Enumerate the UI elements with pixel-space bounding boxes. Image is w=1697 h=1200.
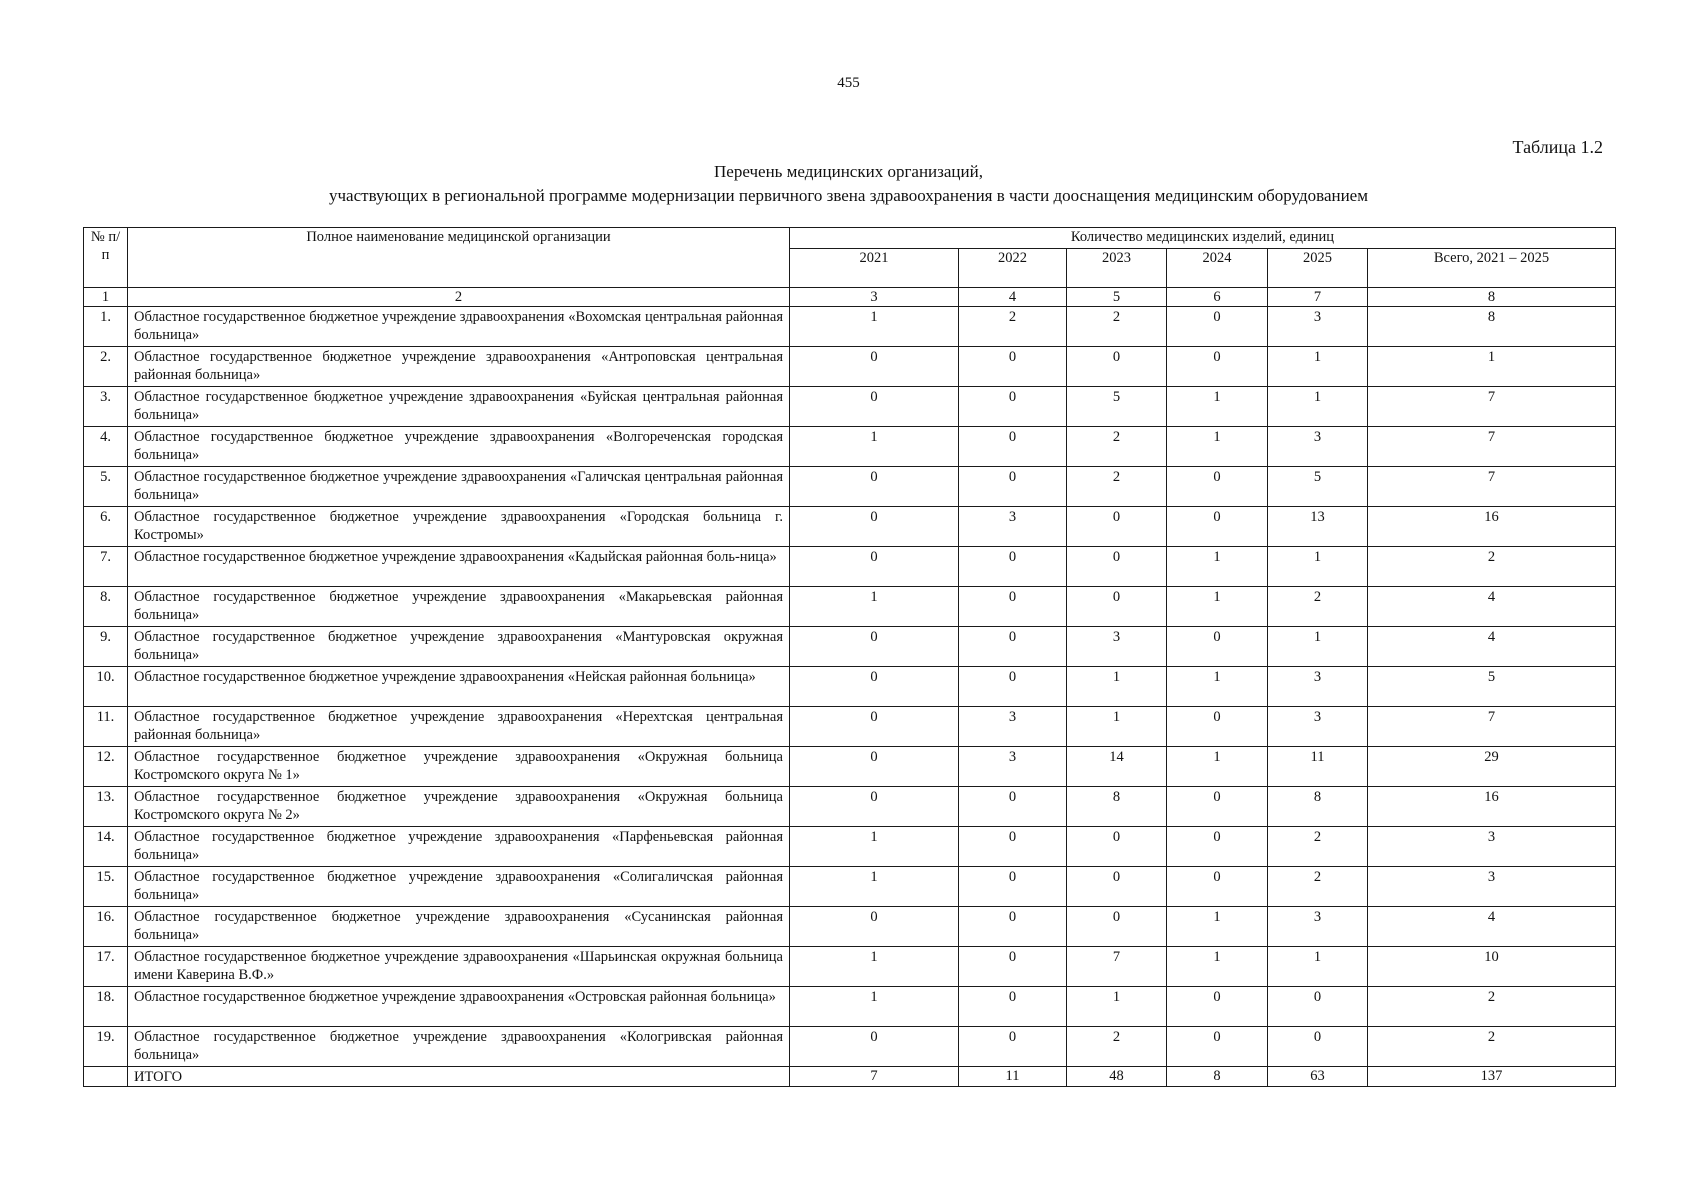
row-number: 12. bbox=[84, 747, 128, 787]
row-total-value: 4 bbox=[1368, 907, 1616, 947]
organization-name: Областное государственное бюджетное учреждение здравоохранения «Окружная больница Костромского округа № 2» bbox=[128, 787, 790, 827]
year-value: 1 bbox=[790, 827, 959, 867]
year-value: 0 bbox=[790, 707, 959, 747]
column-index: 5 bbox=[1067, 288, 1167, 307]
year-value: 11 bbox=[1268, 747, 1368, 787]
year-value: 1 bbox=[1167, 427, 1268, 467]
year-value: 1 bbox=[1167, 667, 1268, 707]
row-total-value: 16 bbox=[1368, 787, 1616, 827]
year-value: 5 bbox=[1268, 467, 1368, 507]
year-value: 3 bbox=[959, 707, 1067, 747]
row-total-value: 7 bbox=[1368, 387, 1616, 427]
row-total-value: 2 bbox=[1368, 987, 1616, 1027]
table-row bbox=[84, 787, 1616, 827]
row-total-value: 4 bbox=[1368, 587, 1616, 627]
year-value: 0 bbox=[1067, 547, 1167, 587]
year-value: 3 bbox=[959, 507, 1067, 547]
year-value: 0 bbox=[790, 387, 959, 427]
total-value: 7 bbox=[790, 1067, 959, 1087]
year-value: 0 bbox=[959, 667, 1067, 707]
title-line-2: участвующих в региональной программе модернизации первичного звена здравоохранения в части дооснащения медицинским оборудованием bbox=[329, 186, 1368, 205]
year-value: 3 bbox=[1268, 307, 1368, 347]
column-index-row bbox=[84, 288, 1616, 307]
column-index: 4 bbox=[959, 288, 1067, 307]
year-value: 5 bbox=[1067, 387, 1167, 427]
year-value: 0 bbox=[790, 547, 959, 587]
table-row bbox=[84, 627, 1616, 667]
year-value: 0 bbox=[1167, 707, 1268, 747]
year-value: 0 bbox=[1268, 987, 1368, 1027]
row-number: 10. bbox=[84, 667, 128, 707]
row-total-value: 2 bbox=[1368, 547, 1616, 587]
total-value: 11 bbox=[959, 1067, 1067, 1087]
header-year-2023: 2023 bbox=[1067, 249, 1167, 288]
column-index: 3 bbox=[790, 288, 959, 307]
organization-name: Областное государственное бюджетное учреждение здравоохранения «Вохомская центральная районная больница» bbox=[128, 307, 790, 347]
year-value: 3 bbox=[1067, 627, 1167, 667]
year-value: 2 bbox=[1268, 827, 1368, 867]
year-value: 0 bbox=[790, 467, 959, 507]
organization-name: Областное государственное бюджетное учреждение здравоохранения «Кологривская районная больница» bbox=[128, 1027, 790, 1067]
year-value: 0 bbox=[790, 907, 959, 947]
total-value: 137 bbox=[1368, 1067, 1616, 1087]
header-total: Всего, 2021 – 2025 bbox=[1368, 249, 1616, 288]
year-value: 0 bbox=[959, 587, 1067, 627]
year-value: 0 bbox=[1167, 827, 1268, 867]
row-number: 16. bbox=[84, 907, 128, 947]
row-total-value: 7 bbox=[1368, 707, 1616, 747]
row-number: 7. bbox=[84, 547, 128, 587]
year-value: 0 bbox=[959, 827, 1067, 867]
column-index: 1 bbox=[84, 288, 128, 307]
table-row bbox=[84, 347, 1616, 387]
row-total-value: 7 bbox=[1368, 427, 1616, 467]
year-value: 2 bbox=[1268, 587, 1368, 627]
table-row bbox=[84, 427, 1616, 467]
table-row bbox=[84, 467, 1616, 507]
organization-name: Областное государственное бюджетное учреждение здравоохранения «Нерехтская центральная районная больница» bbox=[128, 707, 790, 747]
row-number: 14. bbox=[84, 827, 128, 867]
equipment-table bbox=[83, 227, 1616, 1087]
year-value: 1 bbox=[1268, 387, 1368, 427]
row-number: 13. bbox=[84, 787, 128, 827]
organization-name: Областное государственное бюджетное учреждение здравоохранения «Антроповская центральная районная больница» bbox=[128, 347, 790, 387]
year-value: 1 bbox=[1167, 747, 1268, 787]
year-value: 1 bbox=[1167, 587, 1268, 627]
year-value: 1 bbox=[790, 947, 959, 987]
year-value: 0 bbox=[790, 787, 959, 827]
table-row bbox=[84, 387, 1616, 427]
year-value: 2 bbox=[1067, 1027, 1167, 1067]
row-total-value: 29 bbox=[1368, 747, 1616, 787]
year-value: 1 bbox=[1067, 707, 1167, 747]
year-value: 0 bbox=[959, 627, 1067, 667]
organization-name: Областное государственное бюджетное учреждение здравоохранения «Окружная больница Костромского округа № 1» bbox=[128, 747, 790, 787]
row-number: 8. bbox=[84, 587, 128, 627]
column-index: 7 bbox=[1268, 288, 1368, 307]
year-value: 1 bbox=[790, 867, 959, 907]
year-value: 1 bbox=[1167, 907, 1268, 947]
column-index: 6 bbox=[1167, 288, 1268, 307]
row-number: 6. bbox=[84, 507, 128, 547]
row-total-value: 3 bbox=[1368, 867, 1616, 907]
year-value: 1 bbox=[1067, 987, 1167, 1027]
row-total-value: 16 bbox=[1368, 507, 1616, 547]
row-number: 17. bbox=[84, 947, 128, 987]
year-value: 0 bbox=[1067, 587, 1167, 627]
header-year-2021: 2021 bbox=[790, 249, 959, 288]
year-value: 7 bbox=[1067, 947, 1167, 987]
year-value: 1 bbox=[1167, 547, 1268, 587]
year-value: 1 bbox=[1167, 947, 1268, 987]
year-value: 0 bbox=[959, 387, 1067, 427]
row-number: 11. bbox=[84, 707, 128, 747]
year-value: 2 bbox=[959, 307, 1067, 347]
year-value: 1 bbox=[790, 587, 959, 627]
year-value: 1 bbox=[1268, 627, 1368, 667]
row-total-value: 7 bbox=[1368, 467, 1616, 507]
year-value: 2 bbox=[1067, 467, 1167, 507]
year-value: 3 bbox=[1268, 427, 1368, 467]
year-value: 3 bbox=[1268, 707, 1368, 747]
row-total-value: 3 bbox=[1368, 827, 1616, 867]
header-year-2022: 2022 bbox=[959, 249, 1067, 288]
organization-name: Областное государственное бюджетное учреждение здравоохранения «Буйская центральная районная больница» bbox=[128, 387, 790, 427]
year-value: 0 bbox=[1167, 627, 1268, 667]
row-total-value: 10 bbox=[1368, 947, 1616, 987]
year-value: 8 bbox=[1268, 787, 1368, 827]
total-empty-cell bbox=[84, 1067, 128, 1087]
year-value: 0 bbox=[1067, 827, 1167, 867]
year-value: 3 bbox=[959, 747, 1067, 787]
row-total-value: 4 bbox=[1368, 627, 1616, 667]
column-index: 2 bbox=[128, 288, 790, 307]
year-value: 2 bbox=[1067, 307, 1167, 347]
organization-name: Областное государственное бюджетное учреждение здравоохранения «Нейская районная больница» bbox=[128, 667, 790, 707]
year-value: 0 bbox=[959, 947, 1067, 987]
year-value: 0 bbox=[790, 627, 959, 667]
table-row bbox=[84, 827, 1616, 867]
year-value: 2 bbox=[1067, 427, 1167, 467]
year-value: 0 bbox=[1167, 467, 1268, 507]
year-value: 0 bbox=[790, 347, 959, 387]
year-value: 0 bbox=[790, 667, 959, 707]
table-row bbox=[84, 587, 1616, 627]
row-number: 3. bbox=[84, 387, 128, 427]
year-value: 0 bbox=[1167, 307, 1268, 347]
table-row bbox=[84, 667, 1616, 707]
year-value: 3 bbox=[1268, 907, 1368, 947]
year-value: 1 bbox=[790, 987, 959, 1027]
total-value: 48 bbox=[1067, 1067, 1167, 1087]
organization-name: Областное государственное бюджетное учреждение здравоохранения «Галичская центральная районная больница» bbox=[128, 467, 790, 507]
table-row bbox=[84, 867, 1616, 907]
year-value: 0 bbox=[959, 427, 1067, 467]
year-value: 14 bbox=[1067, 747, 1167, 787]
year-value: 0 bbox=[1067, 347, 1167, 387]
row-number: 1. bbox=[84, 307, 128, 347]
title-line-1: Перечень медицинских организаций, bbox=[714, 162, 983, 181]
table-row bbox=[84, 507, 1616, 547]
year-value: 13 bbox=[1268, 507, 1368, 547]
year-value: 0 bbox=[790, 747, 959, 787]
year-value: 0 bbox=[959, 907, 1067, 947]
year-value: 1 bbox=[790, 427, 959, 467]
year-value: 0 bbox=[959, 987, 1067, 1027]
row-number: 4. bbox=[84, 427, 128, 467]
year-value: 0 bbox=[959, 1027, 1067, 1067]
table-row bbox=[84, 947, 1616, 987]
table-row bbox=[84, 547, 1616, 587]
year-value: 0 bbox=[959, 867, 1067, 907]
row-number: 5. bbox=[84, 467, 128, 507]
organization-name: Областное государственное бюджетное учреждение здравоохранения «Кадыйская районная боль-ница» bbox=[128, 547, 790, 587]
table-row bbox=[84, 747, 1616, 787]
table-row bbox=[84, 307, 1616, 347]
year-value: 0 bbox=[1167, 787, 1268, 827]
year-value: 1 bbox=[1167, 387, 1268, 427]
row-number: 18. bbox=[84, 987, 128, 1027]
year-value: 0 bbox=[1167, 1027, 1268, 1067]
page-number: 455 bbox=[837, 75, 860, 91]
row-number: 2. bbox=[84, 347, 128, 387]
table-row bbox=[84, 1027, 1616, 1067]
table-label: Таблица 1.2 bbox=[1512, 137, 1603, 157]
total-value: 8 bbox=[1167, 1067, 1268, 1087]
organization-name: Областное государственное бюджетное учреждение здравоохранения «Мантуровская окружная больница» bbox=[128, 627, 790, 667]
year-value: 0 bbox=[1167, 867, 1268, 907]
organization-name: Областное государственное бюджетное учреждение здравоохранения «Городская больница г. Костромы» bbox=[128, 507, 790, 547]
year-value: 0 bbox=[959, 347, 1067, 387]
year-value: 2 bbox=[1268, 867, 1368, 907]
year-value: 1 bbox=[790, 307, 959, 347]
organization-name: Областное государственное бюджетное учреждение здравоохранения «Макарьевская районная больница» bbox=[128, 587, 790, 627]
year-value: 0 bbox=[959, 547, 1067, 587]
table-row bbox=[84, 707, 1616, 747]
document-title bbox=[0, 160, 1697, 208]
table-container bbox=[83, 227, 1615, 1087]
year-value: 1 bbox=[1268, 347, 1368, 387]
year-value: 0 bbox=[790, 507, 959, 547]
year-value: 0 bbox=[1167, 507, 1268, 547]
year-value: 0 bbox=[1067, 907, 1167, 947]
organization-name: Областное государственное бюджетное учреждение здравоохранения «Сусанинская районная больница» bbox=[128, 907, 790, 947]
row-total-value: 1 bbox=[1368, 347, 1616, 387]
row-total-value: 2 bbox=[1368, 1027, 1616, 1067]
year-value: 0 bbox=[959, 467, 1067, 507]
year-value: 8 bbox=[1067, 787, 1167, 827]
year-value: 0 bbox=[959, 787, 1067, 827]
header-year-2024: 2024 bbox=[1167, 249, 1268, 288]
header-name: Полное наименование медицинской организации bbox=[128, 228, 790, 288]
header-num: № п/п bbox=[84, 228, 128, 288]
year-value: 0 bbox=[1268, 1027, 1368, 1067]
year-value: 0 bbox=[1167, 987, 1268, 1027]
organization-name: Областное государственное бюджетное учреждение здравоохранения «Солигаличская районная больница» bbox=[128, 867, 790, 907]
year-value: 1 bbox=[1268, 947, 1368, 987]
organization-name: Областное государственное бюджетное учреждение здравоохранения «Островская районная больница» bbox=[128, 987, 790, 1027]
year-value: 0 bbox=[790, 1027, 959, 1067]
year-value: 1 bbox=[1268, 547, 1368, 587]
organization-name: Областное государственное бюджетное учреждение здравоохранения «Парфеньевская районная больница» bbox=[128, 827, 790, 867]
year-value: 1 bbox=[1067, 667, 1167, 707]
header-year-2025: 2025 bbox=[1268, 249, 1368, 288]
year-value: 0 bbox=[1167, 347, 1268, 387]
organization-name: Областное государственное бюджетное учреждение здравоохранения «Шарьинская окружная больница имени Каверина В.Ф.» bbox=[128, 947, 790, 987]
table-row bbox=[84, 907, 1616, 947]
row-total-value: 5 bbox=[1368, 667, 1616, 707]
row-number: 19. bbox=[84, 1027, 128, 1067]
column-index: 8 bbox=[1368, 288, 1616, 307]
row-total-value: 8 bbox=[1368, 307, 1616, 347]
total-label: ИТОГО bbox=[128, 1067, 790, 1087]
row-number: 15. bbox=[84, 867, 128, 907]
year-value: 0 bbox=[1067, 507, 1167, 547]
year-value: 3 bbox=[1268, 667, 1368, 707]
total-row bbox=[84, 1067, 1616, 1087]
year-value: 0 bbox=[1067, 867, 1167, 907]
organization-name: Областное государственное бюджетное учреждение здравоохранения «Волгореченская городская больница» bbox=[128, 427, 790, 467]
header-group: Количество медицинских изделий, единиц bbox=[790, 228, 1616, 249]
row-number: 9. bbox=[84, 627, 128, 667]
total-value: 63 bbox=[1268, 1067, 1368, 1087]
table-row bbox=[84, 987, 1616, 1027]
